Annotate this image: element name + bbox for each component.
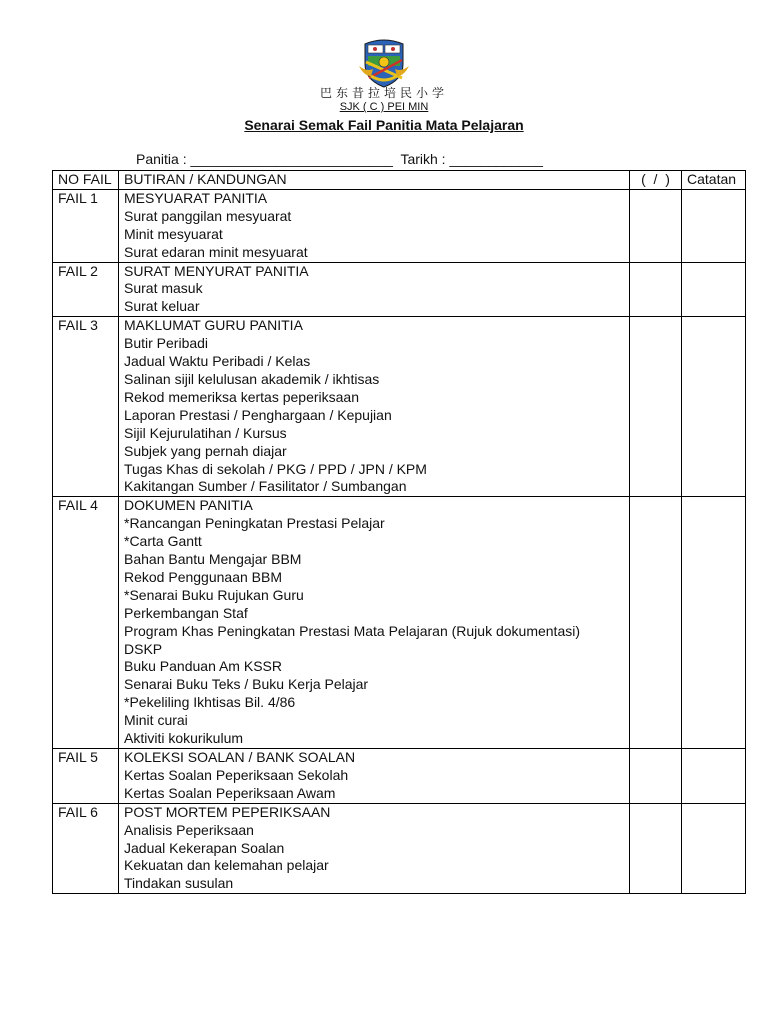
fail-contents bbox=[119, 189, 630, 262]
checklist-item: Laporan Prestasi / Penghargaan / Kepujian bbox=[124, 406, 392, 423]
catatan-cell[interactable] bbox=[682, 497, 746, 749]
checklist-item: *Pekeliling Ikhtisas Bil. 4/86 bbox=[124, 694, 296, 711]
tick-cell[interactable] bbox=[630, 317, 682, 497]
fail-number: FAIL 5 bbox=[53, 749, 119, 804]
tick-cell[interactable] bbox=[630, 749, 682, 804]
section-heading: KOLEKSI SOALAN / BANK SOALAN bbox=[124, 749, 356, 765]
checklist-item: Kertas Soalan Peperiksaan Awam bbox=[124, 784, 336, 801]
catatan-cell[interactable] bbox=[682, 803, 746, 894]
section-heading: POST MORTEM PEPERIKSAAN bbox=[124, 803, 331, 820]
table-row bbox=[53, 749, 746, 804]
checklist-item: Rekod memeriksa kertas peperiksaan bbox=[124, 388, 359, 405]
checklist-item: Tindakan susulan bbox=[124, 875, 234, 892]
table-row bbox=[53, 803, 746, 894]
checklist-item: Tugas Khas di sekolah / PKG / PPD / JPN / KPM bbox=[124, 460, 427, 477]
checklist-item: *Senarai Buku Rujukan Guru bbox=[124, 586, 304, 603]
fail-contents bbox=[119, 803, 630, 894]
checklist-item: Butir Peribadi bbox=[124, 335, 209, 352]
table-row bbox=[53, 317, 746, 497]
document-title: Senarai Semak Fail Panitia Mata Pelajaran bbox=[244, 117, 524, 133]
header-butiran: BUTIRAN / KANDUNGAN bbox=[119, 171, 630, 190]
fail-contents bbox=[119, 749, 630, 804]
checklist-item: Kekuatan dan kelemahan pelajar bbox=[124, 857, 329, 874]
checklist-item: *Carta Gantt bbox=[124, 533, 202, 550]
catatan-cell[interactable] bbox=[682, 262, 746, 317]
table-row bbox=[53, 189, 746, 262]
checklist-item: Sijil Kejurulatihan / Kursus bbox=[124, 424, 287, 441]
section-heading: SURAT MENYURAT PANITIA bbox=[124, 262, 309, 279]
checklist-item: Minit mesyuarat bbox=[124, 225, 223, 242]
catatan-cell[interactable] bbox=[682, 317, 746, 497]
school-name-chinese: 巴东昔拉培民小学 bbox=[319, 86, 448, 100]
table-header-row bbox=[53, 171, 746, 190]
fail-contents bbox=[119, 262, 630, 317]
checklist-item: Minit curai bbox=[124, 712, 188, 729]
catatan-cell[interactable] bbox=[682, 189, 746, 262]
checklist-item: Buku Panduan Am KSSR bbox=[124, 658, 282, 675]
header-tick: ( / ) bbox=[630, 171, 682, 190]
checklist-item: DSKP bbox=[124, 640, 163, 657]
section-heading: MAKLUMAT GURU PANITIA bbox=[124, 317, 303, 334]
checklist-item: Jadual Kekerapan Soalan bbox=[124, 839, 285, 856]
table-row bbox=[53, 497, 746, 749]
tick-cell[interactable] bbox=[630, 803, 682, 894]
checklist-item: Senarai Buku Teks / Buku Kerja Pelajar bbox=[124, 676, 369, 693]
fail-contents bbox=[119, 497, 630, 749]
checklist-item: Program Khas Peningkatan Prestasi Mata Pelajaran (Rujuk dokumentasi) bbox=[124, 622, 581, 639]
fail-number: FAIL 1 bbox=[53, 189, 119, 262]
fail-contents bbox=[119, 317, 630, 497]
section-heading: MESYUARAT PANITIA bbox=[124, 189, 268, 206]
table-row bbox=[53, 262, 746, 317]
checklist-table bbox=[52, 170, 746, 894]
fail-number: FAIL 3 bbox=[53, 317, 119, 497]
checklist-item: Kertas Soalan Peperiksaan Sekolah bbox=[124, 766, 349, 783]
school-name: SJK ( C ) PEI MIN bbox=[339, 101, 429, 113]
checklist-item: Aktiviti kokurikulum bbox=[124, 730, 244, 747]
checklist-item: Perkembangan Staf bbox=[124, 604, 248, 621]
catatan-cell[interactable] bbox=[682, 749, 746, 804]
fail-number: FAIL 6 bbox=[53, 803, 119, 894]
header-catatan: Catatan bbox=[682, 171, 746, 190]
checklist-item: Subjek yang pernah diajar bbox=[124, 442, 287, 459]
checklist-item: Analisis Peperiksaan bbox=[124, 821, 254, 838]
checklist-item: Rekod Penggunaan BBM bbox=[124, 568, 282, 585]
checklist-item: Surat edaran minit mesyuarat bbox=[124, 243, 308, 260]
checklist-item: Surat panggilan mesyuarat bbox=[124, 207, 292, 224]
panitia-tarikh-fields: Panitia : __________________________ Tarikh : ____________ bbox=[136, 151, 543, 167]
checklist-item: Surat masuk bbox=[124, 280, 203, 297]
section-heading: DOKUMEN PANITIA bbox=[124, 497, 253, 514]
school-crest-logo bbox=[357, 38, 411, 88]
checklist-item: Salinan sijil kelulusan akademik / ikhtisas bbox=[124, 370, 380, 387]
checklist-item: Jadual Waktu Peribadi / Kelas bbox=[124, 353, 311, 370]
tick-cell[interactable] bbox=[630, 189, 682, 262]
checklist-item: Surat keluar bbox=[124, 298, 200, 315]
checklist-item: Bahan Bantu Mengajar BBM bbox=[124, 551, 302, 568]
tick-cell[interactable] bbox=[630, 497, 682, 749]
header-no-fail: NO FAIL bbox=[53, 171, 119, 190]
checklist-item: Kakitangan Sumber / Fasilitator / Sumbangan bbox=[124, 478, 407, 495]
fail-number: FAIL 2 bbox=[53, 262, 119, 317]
tick-cell[interactable] bbox=[630, 262, 682, 317]
fail-number: FAIL 4 bbox=[53, 497, 119, 749]
checklist-item: *Rancangan Peningkatan Prestasi Pelajar bbox=[124, 515, 385, 532]
